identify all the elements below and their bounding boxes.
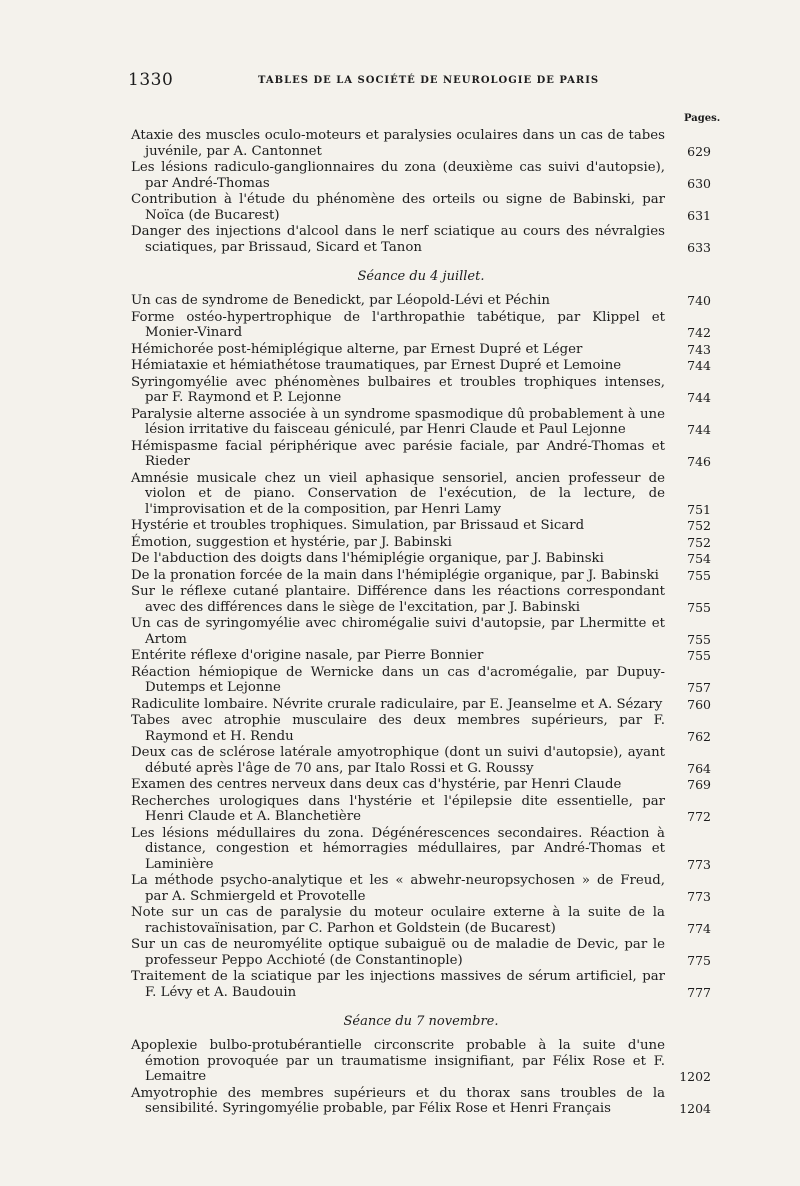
toc-entry-page: 631	[687, 207, 711, 223]
page-number: 1330	[128, 70, 174, 90]
toc-entry-title: Danger des injections d'alcool dans le nerf sciatique au cours des névralgies sciatiques, par Brissaud, Sicard et Tanon	[131, 224, 665, 255]
toc-entry	[131, 293, 711, 309]
toc-entry	[131, 551, 711, 567]
toc-entry-title: Traitement de la sciatique par les injections massives de sérum artificiel, par F. Lévy et A. Baudouin	[131, 969, 665, 1000]
toc-entry	[131, 375, 711, 406]
toc-entry	[131, 439, 711, 470]
toc-entry-title: De la pronation forcée de la main dans l'hémiplégie organique, par J. Babinski	[131, 567, 659, 583]
entries-group-7-novembre	[131, 1038, 711, 1117]
toc-entry-page: 755	[687, 648, 711, 663]
toc-entry-title: La méthode psycho-analytique et les « abwehr-neuropsychosen » de Freud, par A. Schmiergeld et Provotelle	[131, 873, 665, 904]
toc-entry-title: Réaction hémiopique de Wernicke dans un cas d'acromégalie, par Dupuy-Dutemps et Lejonne	[131, 664, 665, 695]
running-title: TABLES DE LA SOCIÉTÉ DE NEUROLOGIE DE PARIS	[258, 75, 600, 86]
toc-entry-title: Les lésions médullaires du zona. Dégénérescences secondaires. Réaction à distance, congestion et hémorragies médullaires, par André-Thomas et Laminière	[131, 825, 665, 872]
toc-entry	[131, 568, 711, 584]
toc-entry-page: 629	[687, 143, 711, 159]
toc-entry-title: Sur le réflexe cutané plantaire. Différence dans les réactions correspondant avec des différences dans le siège de l'excitation, par J. Babinski	[131, 584, 665, 615]
section-heading-7-novembre: Séance du 7 novembre.	[343, 1014, 499, 1029]
toc-entry	[131, 648, 711, 664]
toc-entry-page: 769	[687, 777, 711, 792]
toc-entry-page: 755	[687, 567, 711, 583]
toc-entry-page: 773	[687, 856, 711, 872]
toc-entry	[131, 192, 711, 223]
entries-group-previous-seance	[131, 128, 711, 255]
toc-entry	[131, 777, 711, 793]
toc-entry-page: 744	[687, 390, 711, 405]
toc-entry-page: 764	[687, 760, 711, 776]
toc-entry-title: Hystérie et troubles trophiques. Simulation, par Brissaud et Sicard	[131, 518, 585, 533]
toc-entry	[131, 518, 711, 534]
toc-entry	[131, 873, 711, 904]
toc-entry	[131, 826, 711, 873]
toc-entry-page: 633	[687, 239, 711, 255]
toc-entry-title: Un cas de syringomyélie avec chiromégalie suivi d'autopsie, par Lhermitte et Artom	[131, 616, 665, 647]
toc-entry	[131, 713, 711, 744]
toc-entry-title: Amnésie musicale chez un vieil aphasique sensoriel, ancien professeur de violon et de piano. Conservation de l'exécution, de la lecture, de l'improvisation et de la composition, par Henri Lamy	[131, 470, 665, 517]
toc-entry-page: 744	[687, 422, 711, 437]
toc-entry	[131, 310, 711, 341]
toc-entry	[131, 794, 711, 825]
toc-entry	[131, 407, 711, 438]
toc-entry-page: 774	[687, 920, 711, 936]
toc-entry-page: 757	[687, 680, 711, 695]
toc-entry-page: 755	[687, 599, 711, 615]
toc-entry-page: 777	[687, 984, 711, 1000]
toc-entry-title: Émotion, suggestion et hystérie, par J. Babinski	[131, 534, 452, 550]
entries-group-4-juillet	[131, 293, 711, 1000]
toc-entry	[131, 1038, 711, 1085]
toc-entry-title: Ataxie des muscles oculo-moteurs et paralysies oculaires dans un cas de tabes juvénile, par A. Cantonnet	[131, 128, 665, 159]
toc-entry-title: Apoplexie bulbo-protubérantielle circonscrite probable à la suite d'une émotion provoquée par un traumatisme insignifiant, par Félix Rose et F. Lemaitre	[131, 1038, 665, 1084]
toc-entry-page: 755	[687, 631, 711, 647]
toc-entry-page: 744	[687, 358, 711, 373]
toc-entry-page: 742	[687, 325, 711, 340]
toc-entry-title: Paralysie alterne associée à un syndrome spasmodique dû probablement à une lésion irritative du faisceau géniculé, par Henri Claude et Paul Lejonne	[131, 406, 665, 437]
toc-entry-page: 772	[687, 809, 711, 824]
toc-entry-title: De l'abduction des doigts dans l'hémiplégie organique, par J. Babinski	[131, 551, 604, 566]
page-header	[128, 70, 728, 92]
toc-entry	[131, 745, 711, 776]
toc-entry	[131, 342, 711, 358]
toc-entry-title: Recherches urologiques dans l'hystérie et l'épilepsie dite essentielle, par Henri Claude et A. Blanchetière	[131, 793, 665, 824]
toc-entry-page: 630	[687, 175, 711, 191]
toc-entry-title: Hémispasme facial périphérique avec parésie faciale, par André-Thomas et Rieder	[131, 438, 665, 469]
toc-entry-page: 751	[687, 501, 711, 517]
toc-entry-title: Amyotrophie des membres supérieurs et du thorax sans troubles de la sensibilité. Syringomyélie probable, par Félix Rose et Henri Français	[131, 1085, 665, 1116]
toc-entry	[131, 535, 711, 551]
toc-entry-title: Un cas de syndrome de Benedickt, par Léopold-Lévi et Péchin	[131, 293, 550, 308]
toc-entry	[131, 160, 711, 191]
toc-entry	[131, 937, 711, 968]
toc-entry-title: Les lésions radiculo-ganglionnaires du zona (deuxième cas suivi d'autopsie), par André-Thomas	[131, 160, 665, 191]
toc-entry-title: Radiculite lombaire. Névrite crurale radiculaire, par E. Jeanselme et A. Sézary	[131, 696, 663, 712]
toc-entry-page: 775	[687, 952, 711, 968]
toc-entry-page: 760	[687, 696, 711, 712]
toc-entry-page: 1202	[679, 1069, 711, 1084]
toc-entry	[131, 584, 711, 615]
toc-entry-page: 740	[687, 293, 711, 308]
toc-entry-title: Note sur un cas de paralysie du moteur oculaire externe à la suite de la rachistovaïnisation, par C. Parhon et Goldstein (de Bucarest)	[131, 905, 665, 936]
toc-entry	[131, 697, 711, 713]
toc-entry-page: 746	[687, 454, 711, 469]
toc-entry-page: 773	[687, 888, 711, 904]
toc-entry-title: Examen des centres nerveux dans deux cas d'hystérie, par Henri Claude	[131, 777, 622, 792]
toc-entry-page: 754	[687, 551, 711, 566]
toc-entry	[131, 905, 711, 936]
toc-entry	[131, 224, 711, 255]
toc-entry-title: Hémichorée post-hémiplégique alterne, par Ernest Dupré et Léger	[131, 341, 583, 357]
toc-entry-title: Tabes avec atrophie musculaire des deux membres supérieurs, par F. Raymond et H. Rendu	[131, 713, 665, 744]
toc-entry-title: Syringomyélie avec phénomènes bulbaires et troubles trophiques intenses, par F. Raymond et P. Lejonne	[131, 374, 665, 405]
toc-entry	[131, 969, 711, 1000]
toc-entry	[131, 358, 711, 374]
toc-entry	[131, 128, 711, 159]
toc-entry-title: Contribution à l'étude du phénomène des orteils ou signe de Babinski, par Noïca (de Bucarest)	[131, 192, 665, 223]
toc-entry-page: 752	[687, 534, 711, 550]
toc-entry-title: Forme ostéo-hypertrophique de l'arthropathie tabétique, par Klippel et Monier-Vinard	[131, 309, 665, 340]
toc-entry-page: 762	[687, 728, 711, 744]
toc-entry-page: 1204	[679, 1101, 711, 1116]
toc-entry-page: 743	[687, 341, 711, 357]
toc-entry	[131, 1086, 711, 1117]
toc-entry	[131, 471, 711, 518]
toc-entry-title: Deux cas de sclérose latérale amyotrophique (dont un suivi d'autopsie), ayant débuté après l'âge de 70 ans, par Italo Rossi et G. Roussy	[131, 745, 665, 776]
toc-entry-title: Sur un cas de neuromyélite optique subaiguë ou de maladie de Devic, par le professeur Peppo Acchioté (de Constantinople)	[131, 937, 665, 968]
table-of-contents	[131, 128, 711, 1118]
toc-entry	[131, 665, 711, 696]
toc-entry-page: 752	[687, 518, 711, 533]
section-heading-4-juillet: Séance du 4 juillet.	[357, 269, 485, 284]
toc-entry	[131, 616, 711, 647]
toc-entry-title: Entérite réflexe d'origine nasale, par Pierre Bonnier	[131, 648, 484, 663]
toc-entry-title: Hémiataxie et hémiathétose traumatiques, par Ernest Dupré et Lemoine	[131, 358, 622, 373]
pages-column-label: Pages.	[684, 113, 721, 124]
